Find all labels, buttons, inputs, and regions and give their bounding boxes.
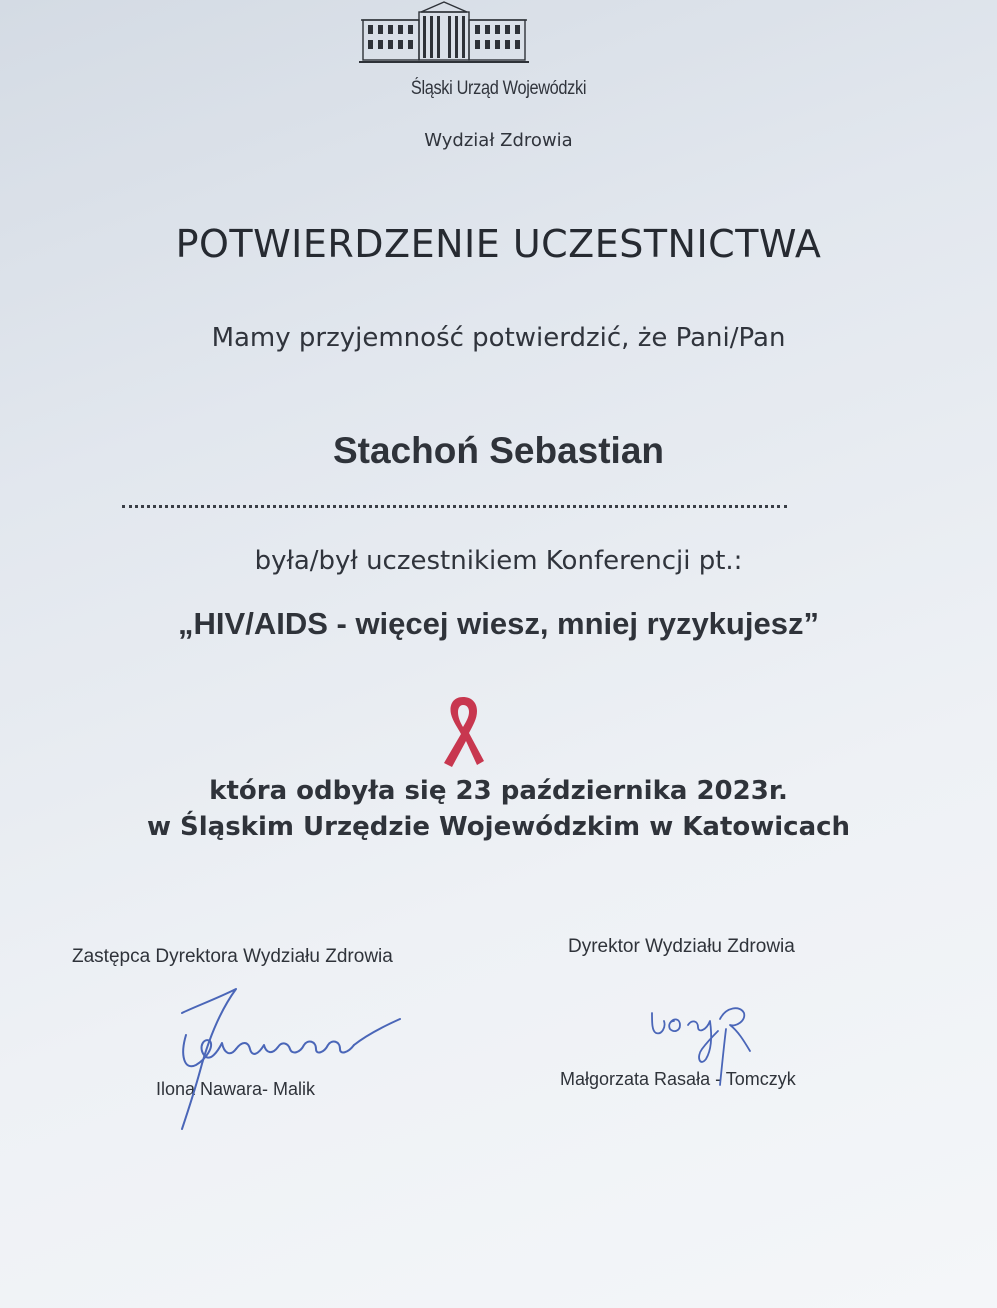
name-dotted-line xyxy=(122,505,787,508)
building-logo-icon xyxy=(359,0,529,66)
right-handwritten-signature xyxy=(640,995,780,1100)
right-signer-name: Małgorzata Rasała - Tomczyk xyxy=(560,1069,796,1089)
left-handwritten-signature xyxy=(150,985,405,1135)
conference-title: „HIV/AIDS - więcej wiesz, mniej ryzykujesz” xyxy=(178,606,819,641)
intro-text: Mamy przyjemność potwierdzić, że Pani/Pan xyxy=(211,323,786,353)
event-date: która odbyła się 23 października 2023r. xyxy=(209,776,788,806)
right-signer-role: Dyrektor Wydziału Zdrowia xyxy=(568,936,795,957)
participation-text: była/był uczestnikiem Konferencji pt.: xyxy=(254,546,743,576)
department-name: Wydział Zdrowia xyxy=(424,130,573,151)
document-title: POTWIERDZENIE UCZESTNICTWA xyxy=(175,222,822,266)
institution-name: Śląski Urząd Wojewódzki xyxy=(410,78,587,99)
left-signer-role: Zastępca Dyrektora Wydziału Zdrowia xyxy=(72,946,393,967)
red-awareness-ribbon-icon xyxy=(436,693,490,769)
participant-name: Stachoń Sebastian xyxy=(332,430,665,471)
event-venue: w Śląskim Urzędzie Wojewódzkim w Katowicach xyxy=(146,812,851,842)
left-signer-name: Ilona Nawara- Malik xyxy=(156,1079,316,1099)
